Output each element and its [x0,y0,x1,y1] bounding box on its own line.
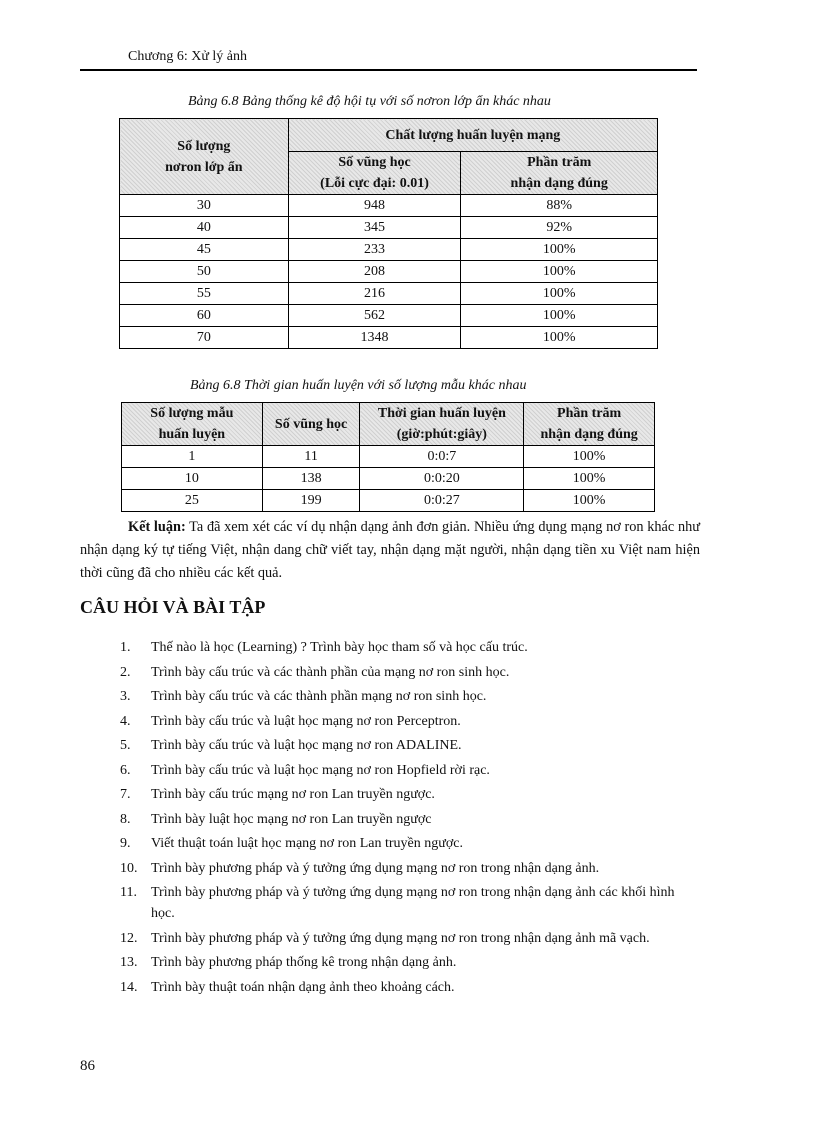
cell-epochs: 233 [288,239,461,261]
convergence-table [119,118,658,349]
table-row [122,468,655,490]
header-training-samples [122,403,263,446]
table1-caption: Bảng 6.8 Bảng thống kê độ hội tụ với số nơron lớp ẩn khác nhau [188,94,551,109]
list-item [120,711,700,732]
list-item-number: 10. [120,860,138,876]
cell-percent: 100% [524,490,655,512]
chapter-header: Chương 6: Xử lý ảnh [128,49,248,64]
list-item-number: 1. [120,640,131,655]
cell-time: 0:0:27 [360,490,524,512]
header-recognition-percent [524,403,655,446]
list-item [120,662,700,683]
cell-epochs: 948 [288,195,461,217]
header-training-samples-line1: Số lượng mẫu [150,406,234,421]
list-item-text: Trình bày phương pháp và ý tưởng ứng dụng mạng nơ ron trong nhận dạng ảnh mã vạch. [151,930,650,946]
list-item-number: 3. [120,689,131,704]
cell-percent: 100% [461,327,658,349]
list-item [120,952,700,973]
cell-epochs: 562 [288,305,461,327]
list-item-number: 6. [120,762,131,778]
list-item [120,686,700,707]
header-recognition-percent-line1: Phần trăm [527,155,592,170]
cell-percent: 100% [461,261,658,283]
list-item-number: 5. [120,738,131,753]
list-item-text: Trình bày thuật toán nhận dạng ảnh theo khoảng cách. [151,979,455,995]
list-item-number: 7. [120,787,131,802]
list-item-number: 11. [120,885,137,900]
list-item-number: 4. [120,713,131,729]
list-item-number: 8. [120,811,131,827]
list-item [120,809,700,830]
list-item-number: 14. [120,979,138,995]
header-training-time [360,403,524,446]
header-training-quality: Chất lượng huấn luyện mạng [288,119,657,152]
list-item-text: Trình bày cấu trúc và luật học mạng nơ ron ADALINE. [151,738,462,753]
cell-percent: 88% [461,195,658,217]
list-item [120,928,700,949]
conclusion-text: Ta đã xem xét các ví dụ nhận dạng ảnh đơn giản. Nhiều ứng dụng mạng nơ ron khác như nhận dạng ký tự tiếng Việt, nhận dang chữ viết tay, nhận dạng mặt người, nhận dạng tiền xu Việt nam hiện thời cũng đã cho nhiều các kết quả. [80,519,700,581]
list-item [120,784,700,805]
list-item-text: Trình bày cấu trúc và các thành phần mạng nơ ron sinh học. [151,689,487,704]
table-row [120,261,658,283]
list-item-number: 13. [120,955,138,970]
cell-samples: 25 [122,490,263,512]
list-item [120,735,700,756]
cell-epochs: 345 [288,217,461,239]
table-row [120,283,658,305]
cell-neurons: 30 [120,195,289,217]
header-recognition-percent-line2: nhận dạng đúng [510,176,608,191]
list-item-text: Trình bày phương pháp và ý tưởng ứng dụng mạng nơ ron trong nhận dạng ảnh. [151,860,600,876]
header-epochs: Số vũng học [262,403,360,446]
table-row [122,446,655,468]
list-item-text: Trình bày cấu trúc và các thành phần của mạng nơ ron sinh học. [151,664,510,680]
cell-time: 0:0:7 [360,446,524,468]
cell-epochs: 216 [288,283,461,305]
header-hidden-neurons-line2: nơron lớp ẩn [165,159,243,175]
section-title: CÂU HỎI VÀ BÀI TẬP [80,597,266,617]
header-recognition-percent-line1: Phần trăm [557,406,622,421]
cell-percent: 100% [524,446,655,468]
conclusion-label: Kết luận: [128,519,186,535]
cell-percent: 100% [461,305,658,327]
cell-percent: 100% [461,239,658,261]
cell-time: 0:0:20 [360,468,524,490]
list-item-number: 9. [120,836,131,851]
table2-caption: Bảng 6.8 Thời gian huấn luyện với số lượng mẫu khác nhau [190,378,527,393]
table-row [120,195,658,217]
header-hidden-neurons-line1: Số lượng [177,138,231,154]
cell-samples: 10 [122,468,263,490]
table-row [120,305,658,327]
cell-neurons: 45 [120,239,289,261]
list-item [120,637,700,658]
cell-epochs: 199 [262,490,360,512]
cell-epochs: 208 [288,261,461,283]
list-item-text: Thế nào là học (Learning) ? Trình bày học tham số và học cấu trúc. [151,640,528,655]
cell-epochs: 138 [262,468,360,490]
cell-percent: 100% [461,283,658,305]
header-training-time-line2: (giờ:phút:giây) [396,427,487,442]
list-item-text: Trình bày cấu trúc và luật học mạng nơ ron Perceptron. [151,713,461,729]
cell-neurons: 50 [120,261,289,283]
list-item [120,858,700,879]
table-row [122,490,655,512]
header-training-samples-line2: huấn luyện [158,427,226,442]
list-item [120,833,700,854]
cell-neurons: 70 [120,327,289,349]
conclusion-paragraph [80,516,700,585]
header-recognition-percent [461,152,658,195]
cell-samples: 1 [122,446,263,468]
header-recognition-percent-line2: nhận dạng đúng [540,427,638,442]
training-time-table [121,402,655,512]
list-item-text: Trình bày phương pháp và ý tưởng ứng dụng mạng nơ ron trong nhận dạng ảnh các khối hình học. [151,885,675,921]
list-item-text: Trình bày cấu trúc mạng nơ ron Lan truyền ngược. [151,787,435,802]
cell-epochs: 1348 [288,327,461,349]
questions-list [120,637,700,1001]
list-item [120,977,700,998]
list-item-text: Viết thuật toán luật học mạng nơ ron Lan truyền ngược. [151,836,463,851]
list-item-text: Trình bày phương pháp thống kê trong nhận dạng ảnh. [151,955,457,970]
header-epochs-line1: Số vũng học [338,155,411,170]
list-item-text: Trình bày luật học mạng nơ ron Lan truyền ngược [151,811,432,827]
cell-neurons: 40 [120,217,289,239]
header-epochs [288,152,461,195]
list-item-text: Trình bày cấu trúc và luật học mạng nơ ron Hopfield rời rạc. [151,762,490,778]
page-number: 86 [80,1058,95,1074]
table-row [120,239,658,261]
cell-percent: 92% [461,217,658,239]
cell-percent: 100% [524,468,655,490]
table-row [120,217,658,239]
header-training-time-line1: Thời gian huấn luyện [377,406,506,421]
list-item [120,882,700,924]
cell-epochs: 11 [262,446,360,468]
header-rule [80,69,697,71]
list-item-number: 12. [120,930,138,946]
table-row [120,327,658,349]
header-epochs-line2: (Lỗi cực đại: 0.01) [320,176,429,191]
header-hidden-neurons [120,119,289,195]
cell-neurons: 60 [120,305,289,327]
list-item-number: 2. [120,664,131,680]
list-item [120,760,700,781]
cell-neurons: 55 [120,283,289,305]
